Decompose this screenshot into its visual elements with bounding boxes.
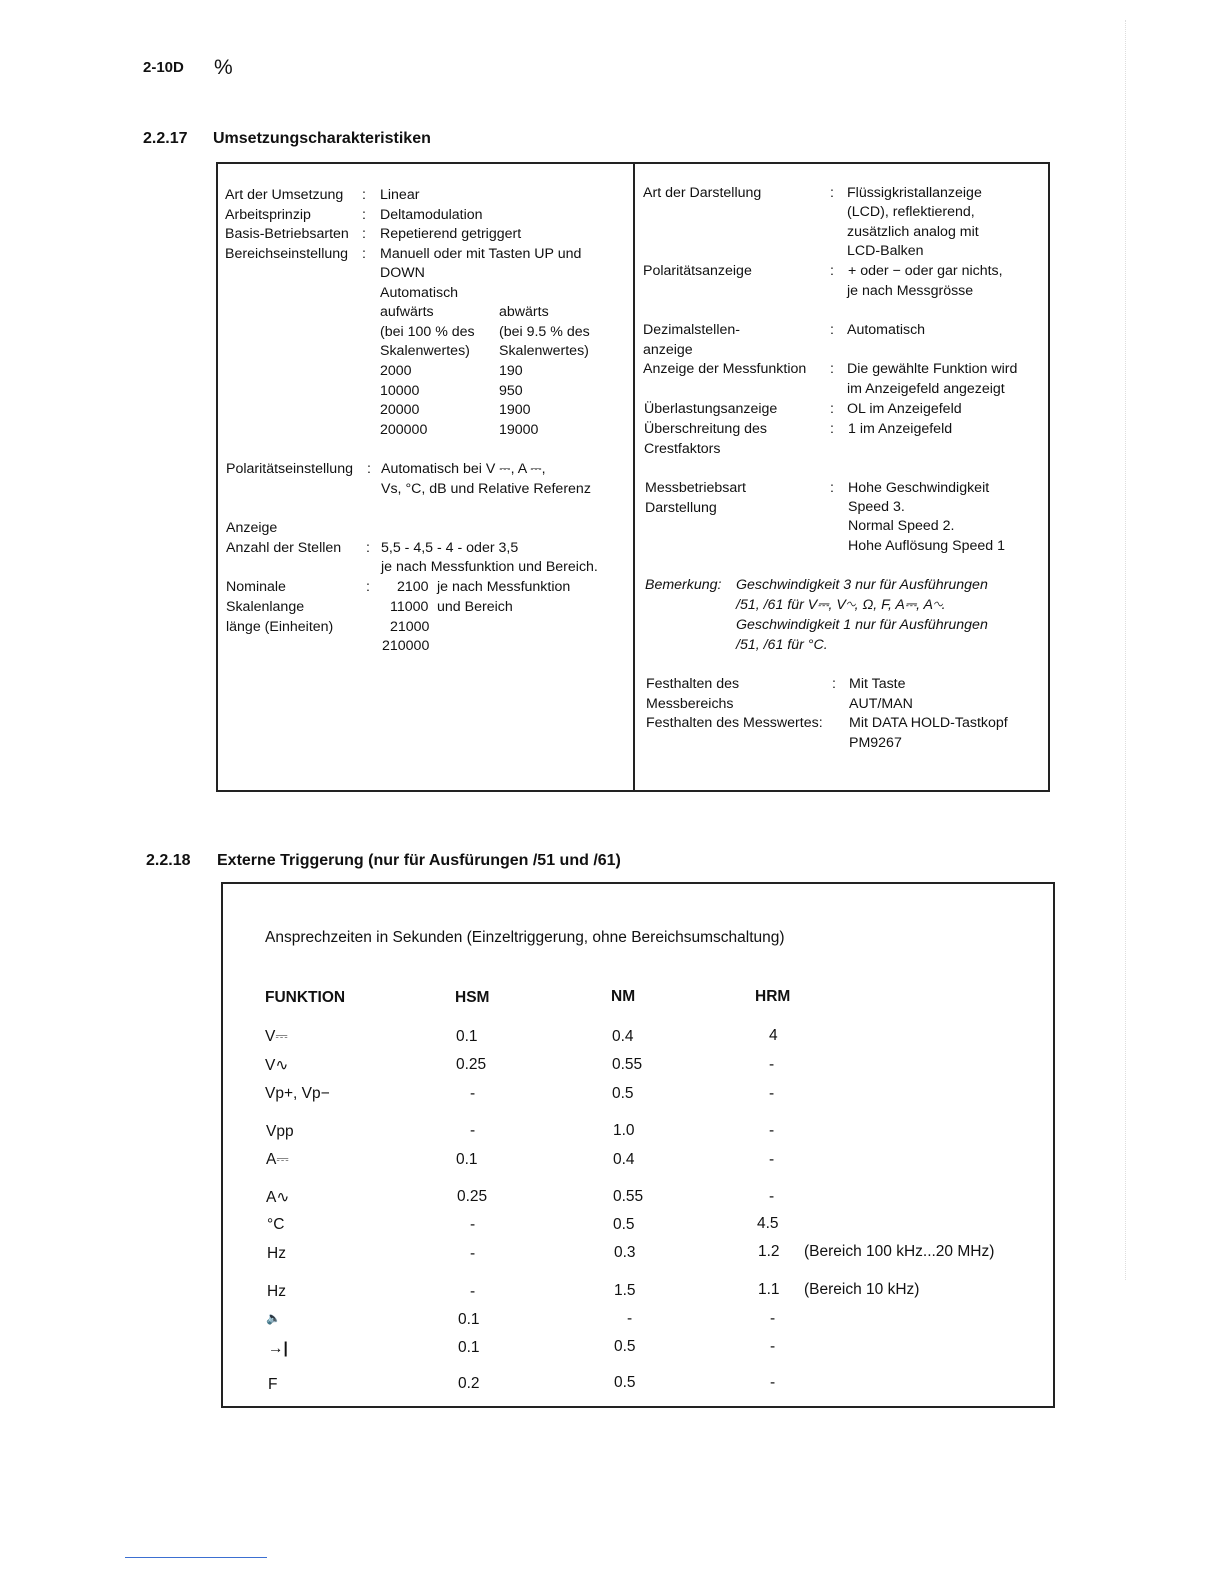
cell-hsm: 0.25 [456, 1056, 487, 1073]
colon: : [830, 263, 834, 279]
range-down: 190 [499, 363, 523, 379]
bereich-auto: Automatisch [380, 285, 459, 301]
cell-funktion: Vpp [266, 1123, 294, 1140]
trigger-caption: Ansprechzeiten in Sekunden (Einzeltriggerung, ohne Bereichsumschaltung) [265, 929, 785, 946]
darst-value: (LCD), reflektierend, [847, 204, 975, 220]
cell-funktion: A∿ [266, 1189, 290, 1206]
diode-icon: →| [268, 1340, 288, 1357]
cell-nm: 0.55 [613, 1188, 644, 1205]
messfunktion-value: im Anzeigefeld angezeigt [847, 381, 1005, 397]
nominal-value: 210000 [382, 638, 430, 654]
polar-einst-label: Polaritätseinstellung [226, 461, 353, 477]
cell-nm: 0.4 [613, 1151, 635, 1168]
page-number: 2-10D [143, 59, 184, 76]
cell-funktion: Vp+, Vp− [265, 1085, 330, 1102]
festhalten-wert-label: Festhalten des Messwertes: [646, 715, 823, 731]
messfunktion-value: Die gewählte Funktion wird [847, 361, 1018, 377]
cell-hsm: 0.1 [456, 1151, 478, 1168]
stellen-value-1: 5,5 - 4,5 - 4 - oder 3,5 [381, 540, 519, 556]
trigger-box [221, 882, 1055, 1408]
polar-einst-value-1: Automatisch bei V ⎓, A ⎓, [381, 461, 546, 477]
bemerkung-value: Geschwindigkeit 3 nur für Ausführungen [736, 577, 988, 593]
colon: : [830, 185, 834, 201]
cell-funktion: A⎓ [266, 1151, 289, 1168]
cell-nm: 0.5 [612, 1085, 634, 1102]
colon: : [366, 579, 370, 595]
cell-nm: - [627, 1310, 633, 1327]
stellen-label: Anzahl der Stellen [226, 540, 342, 556]
bemerkung-value: /51, /61 für °C. [736, 637, 828, 653]
colon: : [832, 676, 836, 692]
festhalten-label: Messbereichs [646, 696, 734, 712]
beeper-icon: 🔈 [266, 1311, 281, 1325]
cell-note: (Bereich 10 kHz) [804, 1281, 920, 1298]
col-header-nm: NM [611, 988, 636, 1005]
polar-anzeige-value: je nach Messgrösse [847, 283, 974, 299]
colon: : [830, 480, 834, 496]
cell-funktion: F [268, 1376, 278, 1393]
spec-box-divider [633, 162, 635, 792]
ueberlast-label: Überlastungsanzeige [644, 401, 778, 417]
cell-hsm: - [470, 1122, 476, 1139]
nominal-note: und Bereich [437, 599, 513, 615]
betrieb-label: Messbetriebsart [645, 480, 746, 496]
range-note-up: (bei 100 % des [380, 324, 475, 340]
dez-label: anzeige [643, 342, 693, 358]
range-down: 19000 [499, 422, 539, 438]
cell-nm: 0.5 [614, 1374, 636, 1391]
nominal-value: 2100 [397, 579, 429, 595]
ueberlast-value: OL im Anzeigefeld [847, 401, 962, 417]
range-note-down: (bei 9.5 % des [499, 324, 590, 340]
cell-hrm: 1.1 [758, 1281, 780, 1298]
cell-hsm: - [470, 1283, 476, 1300]
colon: : [362, 246, 366, 262]
bereich-label: Bereichseinstellung [225, 246, 349, 262]
cell-nm: 1.0 [613, 1122, 635, 1139]
scan-edge-artifact [1125, 20, 1166, 1280]
colon: : [362, 226, 366, 242]
nominal-label: länge (Einheiten) [226, 619, 334, 635]
range-header-up: aufwärts [380, 304, 434, 320]
festhalten-wert-value: PM9267 [849, 735, 902, 751]
cell-hrm: - [770, 1338, 776, 1355]
col-header-hrm: HRM [755, 988, 791, 1005]
stellen-value-2: je nach Messfunktion und Bereich. [381, 559, 598, 575]
darst-value: zusätzlich analog mit [847, 224, 979, 240]
art-label: Art der Umsetzung [225, 187, 344, 203]
cell-nm: 0.5 [614, 1338, 636, 1355]
cell-nm: 0.3 [614, 1244, 636, 1261]
anzeige-label: Anzeige [226, 520, 278, 536]
polar-anzeige-value: + oder − oder gar nichts, [848, 263, 1003, 279]
page-mark: % [214, 56, 233, 79]
crest-label: Überschreitung des [644, 421, 768, 437]
dez-label: Dezimalstellen- [643, 322, 740, 338]
crest-label: Crestfaktors [644, 441, 721, 457]
cell-hrm: 4.5 [757, 1215, 779, 1232]
darst-label: Art der Darstellung [643, 185, 762, 201]
section-title: Umsetzungscharakteristiken [213, 130, 431, 147]
range-down: 950 [499, 383, 523, 399]
colon: : [830, 401, 834, 417]
bereich-value-1: Manuell oder mit Tasten UP und [380, 246, 582, 262]
range-up: 10000 [380, 383, 420, 399]
betrieb-value: Normal Speed 2. [848, 518, 955, 534]
cell-hsm: - [470, 1085, 476, 1102]
bemerkung-value: /51, /61 für V⎓, V∿, Ω, F, A⎓, A∿. [736, 597, 946, 613]
range-note-down: Skalenwertes) [499, 343, 589, 359]
polar-einst-value-2: Vs, °C, dB und Relative Referenz [381, 481, 591, 497]
darst-value: LCD-Balken [847, 243, 924, 259]
cell-hsm: 0.2 [458, 1375, 480, 1392]
darst-value: Flüssigkristallanzeige [847, 185, 982, 201]
cell-hsm: - [470, 1216, 476, 1233]
cell-nm: 1.5 [614, 1282, 636, 1299]
betrieb-value: Hohe Geschwindigkeit [848, 480, 990, 496]
festhalten-wert-value: Mit DATA HOLD-Tastkopf [849, 715, 1008, 731]
range-note-up: Skalenwertes) [380, 343, 470, 359]
footer-rule [125, 1557, 267, 1558]
cell-note: (Bereich 100 kHz...20 MHz) [804, 1243, 995, 1260]
range-header-down: abwärts [499, 304, 549, 320]
col-header-funktion: FUNKTION [265, 989, 346, 1006]
cell-funktion: V∿ [265, 1057, 289, 1074]
nominal-value: 21000 [390, 619, 430, 635]
range-up: 2000 [380, 363, 412, 379]
range-up: 200000 [380, 422, 428, 438]
cell-hsm: - [470, 1245, 476, 1262]
cell-hrm: - [769, 1056, 775, 1073]
cell-nm: 0.5 [613, 1216, 635, 1233]
colon: : [830, 361, 834, 377]
bereich-value-2: DOWN [380, 265, 425, 281]
nominal-label: Nominale [226, 579, 286, 595]
cell-hrm: - [770, 1374, 776, 1391]
basis-label: Basis-Betriebsarten [225, 226, 349, 242]
cell-funktion: Hz [267, 1283, 286, 1300]
art-value: Linear [380, 187, 420, 203]
range-up: 20000 [380, 402, 420, 418]
colon: : [830, 322, 834, 338]
cell-hrm: - [769, 1085, 775, 1102]
festhalten-value: Mit Taste [849, 676, 906, 692]
festhalten-value: AUT/MAN [849, 696, 913, 712]
cell-hrm: 4 [769, 1027, 778, 1044]
bemerkung-label: Bemerkung: [645, 577, 722, 593]
colon: : [367, 461, 371, 477]
polar-anzeige-label: Polaritätsanzeige [643, 263, 752, 279]
cell-funktion: Hz [267, 1245, 286, 1262]
cell-hsm: 0.1 [456, 1028, 478, 1045]
betrieb-label: Darstellung [645, 500, 717, 516]
section-number: 2.2.17 [143, 130, 188, 147]
prinzip-value: Deltamodulation [380, 207, 483, 223]
cell-hsm: 0.25 [457, 1188, 488, 1205]
cell-hrm: - [770, 1310, 776, 1327]
cell-hrm: 1.2 [758, 1243, 780, 1260]
cell-hrm: - [769, 1151, 775, 1168]
colon: : [830, 421, 834, 437]
colon: : [362, 207, 366, 223]
cell-hsm: 0.1 [458, 1339, 480, 1356]
prinzip-label: Arbeitsprinzip [225, 207, 311, 223]
cell-hsm: 0.1 [458, 1311, 480, 1328]
cell-nm: 0.4 [612, 1028, 634, 1045]
section-title: Externe Triggerung (nur für Ausfürungen /51 und /61) [217, 852, 621, 869]
betrieb-value: Speed 3. [848, 499, 905, 515]
colon: : [362, 187, 366, 203]
nominal-value: 11000 [390, 599, 429, 615]
bemerkung-value: Geschwindigkeit 1 nur für Ausführungen [736, 617, 988, 633]
col-header-hsm: HSM [455, 989, 490, 1006]
nominal-label: Skalenlange [226, 599, 305, 615]
crest-value: 1 im Anzeigefeld [848, 421, 953, 437]
colon: : [366, 540, 370, 556]
betrieb-value: Hohe Auflösung Speed 1 [848, 538, 1005, 554]
section-number: 2.2.18 [146, 852, 191, 869]
messfunktion-label: Anzeige der Messfunktion [643, 361, 807, 377]
range-down: 1900 [499, 402, 531, 418]
basis-value: Repetierend getriggert [380, 226, 522, 242]
cell-nm: 0.55 [612, 1056, 643, 1073]
cell-funktion: V⎓ [265, 1028, 288, 1045]
dez-value: Automatisch [847, 322, 926, 338]
nominal-note: je nach Messfunktion [437, 579, 571, 595]
cell-hrm: - [769, 1188, 775, 1205]
festhalten-label: Festhalten des [646, 676, 740, 692]
cell-funktion: °C [267, 1216, 285, 1233]
cell-hrm: - [769, 1122, 775, 1139]
